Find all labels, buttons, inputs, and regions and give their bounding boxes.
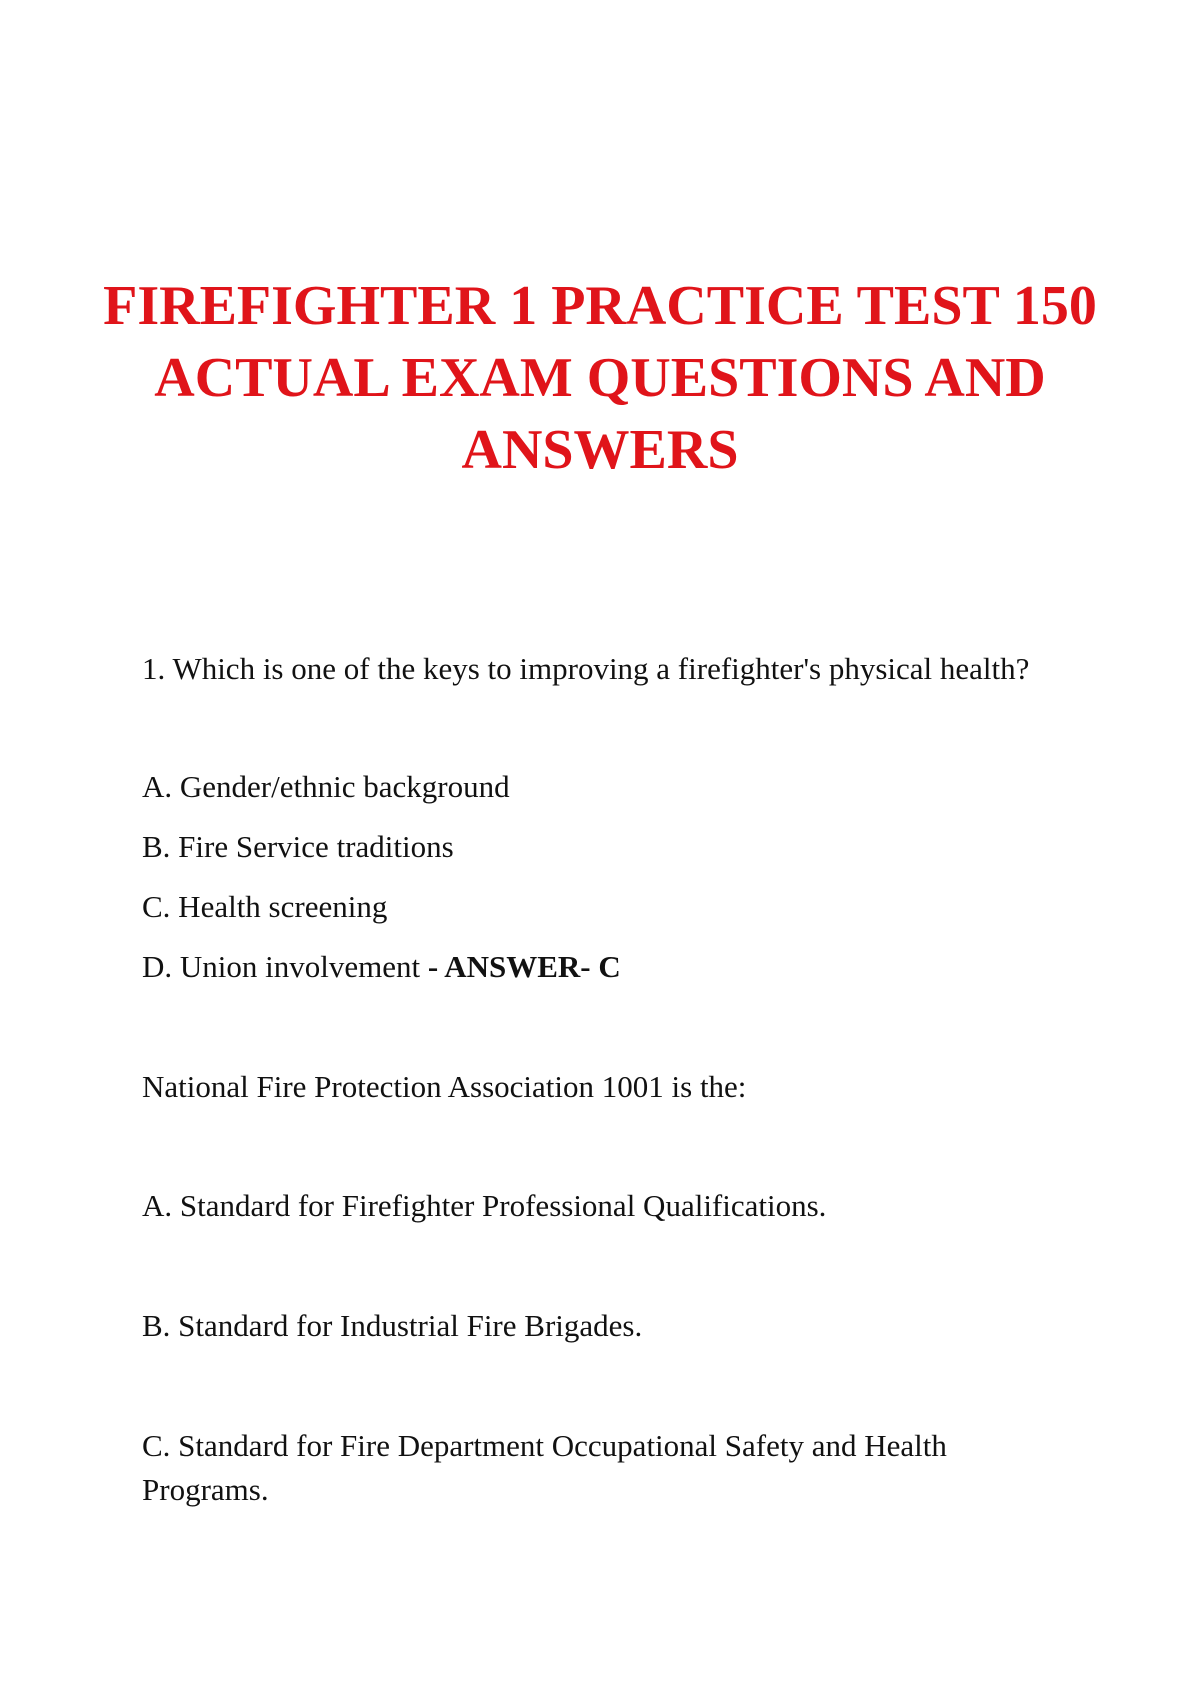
question-1-text: 1. Which is one of the keys to improving a firefighter's physical health? — [142, 651, 1030, 686]
question-1-option-c: C. Health screening — [142, 889, 388, 924]
title-line-3: ANSWERS — [461, 419, 739, 481]
title-line-1: FIREFIGHTER 1 PRACTICE TEST 150 — [103, 275, 1097, 337]
document-title — [100, 270, 1100, 486]
question-1-option-a: A. Gender/ethnic background — [142, 769, 510, 804]
question-2-option-b: B. Standard for Industrial Fire Brigades. — [142, 1308, 643, 1343]
title-line-2: ACTUAL EXAM QUESTIONS AND — [154, 347, 1046, 409]
question-1-option-b: B. Fire Service traditions — [142, 829, 454, 864]
question-2-option-a: A. Standard for Firefighter Professional Qualifications. — [142, 1188, 827, 1223]
question-1-answer: - ANSWER- C — [420, 949, 621, 984]
question-1-option-d-label: D. Union involvement — [142, 949, 421, 984]
question-2-option-c: C. Standard for Fire Department Occupational Safety and Health Programs. — [142, 1428, 947, 1507]
question-1-option-d — [142, 945, 1082, 989]
question-2-text: National Fire Protection Association 1001 is the: — [142, 1069, 747, 1104]
